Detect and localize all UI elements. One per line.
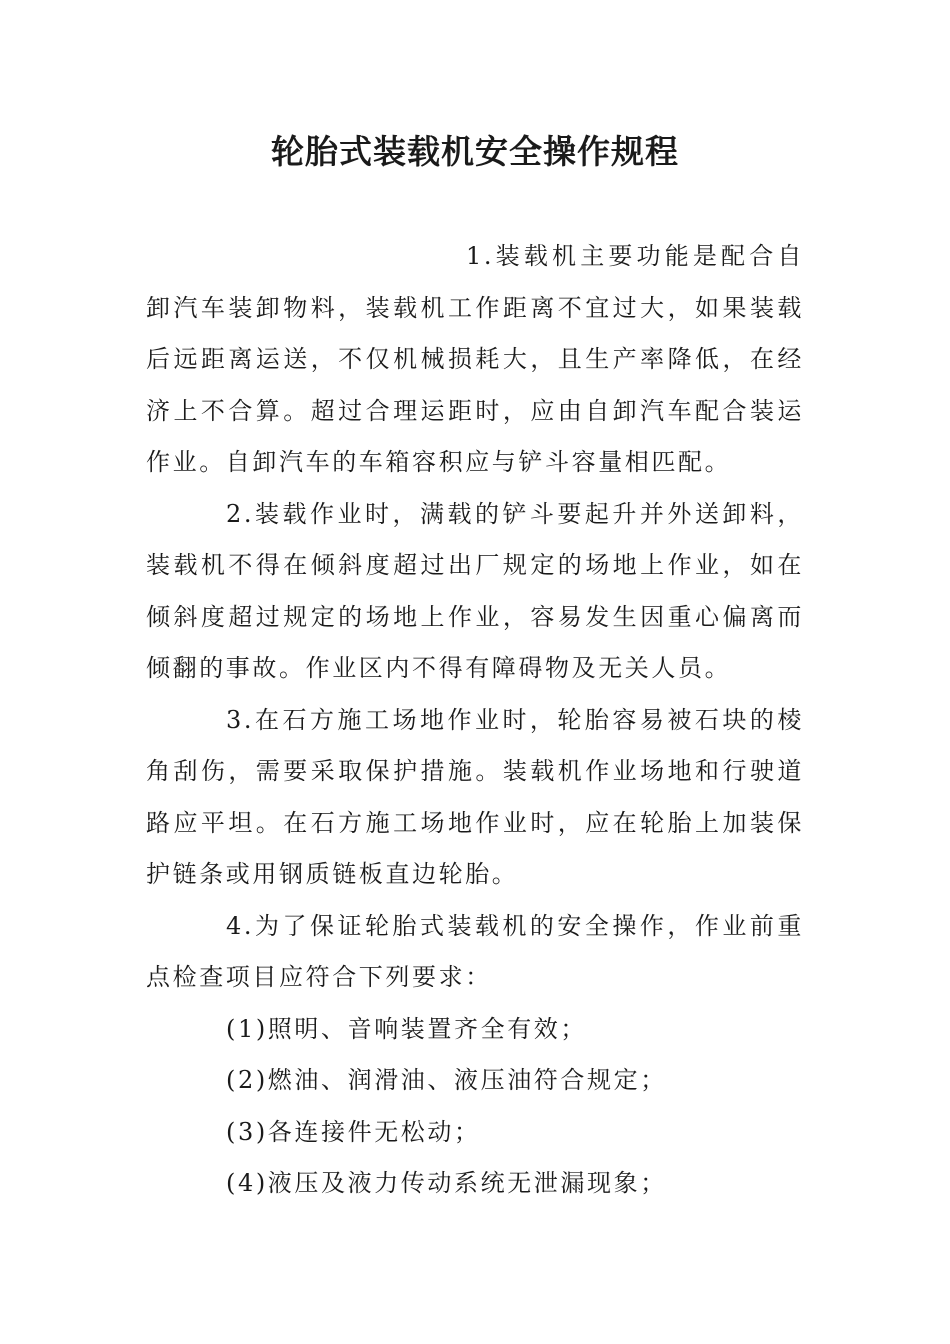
paragraph-3: 3.在石方施工场地作业时，轮胎容易被石块的棱角刮伤，需要采取保护措施。装载机作业场地和行驶道路应平坦。在石方施工场地作业时，应在轮胎上加装保护链条或用钢质链板直边轮胎。 (146, 705, 804, 888)
paragraph-1: 1.装载机主要功能是配合自卸汽车装卸物料，装载机工作距离不宜过大，如果装载后远距离运送，不仅机械损耗大，且生产率降低，在经济上不合算。超过合理运距时，应由自卸汽车配合装运作业。自卸汽车的车箱容积应与铲斗容量相匹配。 (146, 242, 804, 476)
list-item-1: (1)照明、音响装置齐全有效； (226, 1014, 587, 1043)
list-item-4: (4)液压及液力传动系统无泄漏现象； (226, 1169, 667, 1197)
document-title: 轮胎式装载机安全操作规程 (271, 132, 679, 171)
document-body (146, 231, 804, 1210)
list-item-2: (2)燃油、润滑油、液压油符合规定； (226, 1066, 667, 1094)
paragraph-4: 4.为了保证轮胎式装载机的安全操作，作业前重点检查项目应符合下列要求： (146, 911, 804, 991)
list-item-3: (3)各连接件无松动； (226, 1117, 481, 1146)
paragraph-2: 2.装载作业时，满载的铲斗要起升并外送卸料，装载机不得在倾斜度超过出厂规定的场地上作业，如在倾斜度超过规定的场地上作业，容易发生因重心偏离而倾翻的事故。作业区内不得有障碍物及无关人员。 (146, 499, 804, 682)
